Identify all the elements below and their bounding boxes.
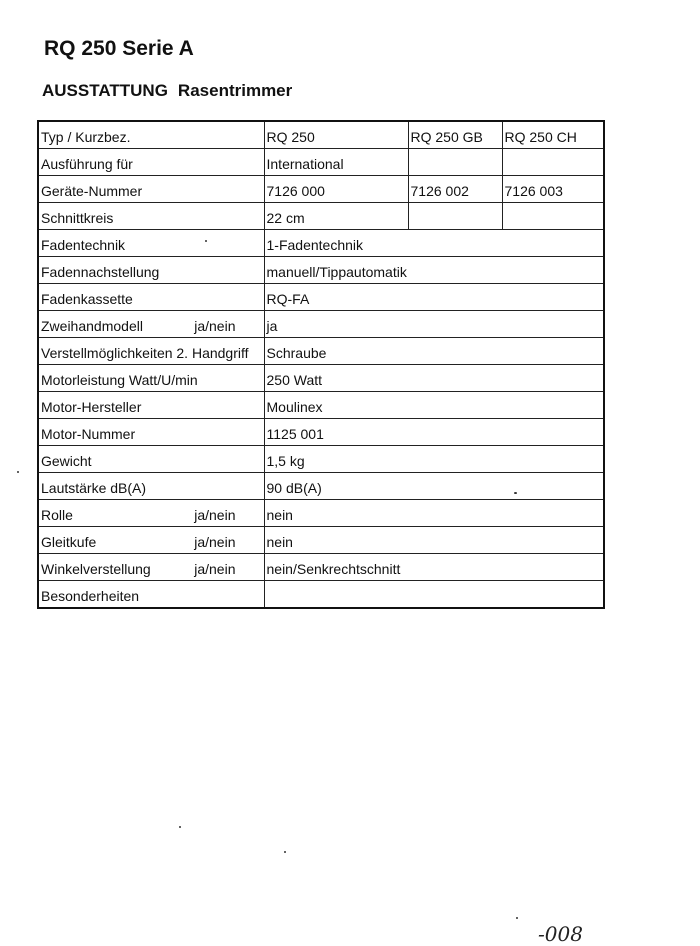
table-row bbox=[38, 500, 604, 527]
row-value-model-3: 7126 003 bbox=[502, 176, 604, 203]
row-label-cell bbox=[38, 365, 264, 392]
row-label-cell bbox=[38, 338, 264, 365]
table-row bbox=[38, 419, 604, 446]
row-label: Besonderheiten bbox=[41, 588, 140, 604]
row-label: Geräte-Nummer bbox=[38, 176, 264, 203]
table-row bbox=[38, 257, 604, 284]
subtitle-product: Rasentrimmer bbox=[177, 81, 293, 100]
table-row bbox=[38, 473, 604, 500]
row-label: Gleitkufe bbox=[41, 534, 97, 550]
table-row bbox=[38, 554, 604, 581]
table-row bbox=[38, 338, 604, 365]
row-label: Schnittkreis bbox=[38, 203, 264, 230]
header-model-1: RQ 250 bbox=[264, 121, 408, 149]
row-label: Fadentechnik bbox=[41, 237, 126, 253]
row-value-model-2 bbox=[408, 149, 502, 176]
row-value: nein/Senkrechtschnitt bbox=[264, 554, 604, 581]
table-row bbox=[38, 527, 604, 554]
table-row bbox=[38, 284, 604, 311]
header-model-3: RQ 250 CH bbox=[502, 121, 604, 149]
table-row bbox=[38, 581, 604, 609]
row-label-cell bbox=[38, 500, 264, 527]
row-label: Motorleistung Watt/U/min bbox=[41, 372, 198, 388]
spec-table bbox=[37, 120, 605, 609]
document-title: RQ 250 Serie A bbox=[44, 37, 194, 60]
scan-speck bbox=[17, 471, 19, 473]
row-label: Gewicht bbox=[41, 453, 92, 469]
scan-speck bbox=[516, 917, 518, 919]
row-label: Ausführung für bbox=[38, 149, 264, 176]
row-value: manuell/Tippautomatik bbox=[264, 257, 604, 284]
row-label: Motor-Nummer bbox=[41, 426, 136, 442]
row-value-model-1: 7126 000 bbox=[264, 176, 408, 203]
scan-speck bbox=[284, 851, 286, 853]
table-row bbox=[38, 149, 604, 176]
row-value: 1,5 kg bbox=[264, 446, 604, 473]
row-label-suffix: ja/nein bbox=[194, 534, 236, 550]
table-row bbox=[38, 230, 604, 257]
handwritten-page-note: -008 bbox=[538, 922, 583, 946]
row-value: Schraube bbox=[264, 338, 604, 365]
row-label-cell bbox=[38, 581, 264, 609]
row-value: 250 Watt bbox=[264, 365, 604, 392]
table-row bbox=[38, 365, 604, 392]
row-label-cell bbox=[38, 311, 264, 338]
row-value bbox=[264, 581, 604, 609]
row-label: Lautstärke dB(A) bbox=[41, 480, 147, 496]
row-value-model-1: 22 cm bbox=[264, 203, 408, 230]
row-label-suffix: ja/nein bbox=[194, 318, 236, 334]
row-value: 1125 001 bbox=[264, 419, 604, 446]
row-label: Verstellmöglichkeiten 2. Handgriff bbox=[41, 345, 249, 361]
row-label: Fadennachstellung bbox=[41, 264, 160, 280]
row-label-cell bbox=[38, 392, 264, 419]
header-model-2: RQ 250 GB bbox=[408, 121, 502, 149]
table-row bbox=[38, 311, 604, 338]
row-label-cell bbox=[38, 473, 264, 500]
row-value-model-3 bbox=[502, 203, 604, 230]
scan-speck bbox=[205, 240, 207, 242]
scan-speck bbox=[179, 826, 181, 828]
table-header-row bbox=[38, 121, 604, 149]
subtitle-equipment: AUSSTATTUNG bbox=[42, 81, 168, 100]
row-label-cell bbox=[38, 446, 264, 473]
row-label-suffix: ja/nein bbox=[194, 507, 236, 523]
row-value: 90 dB(A) bbox=[264, 473, 604, 500]
row-value: nein bbox=[264, 500, 604, 527]
row-label-cell bbox=[38, 554, 264, 581]
table-row bbox=[38, 446, 604, 473]
row-label: Rolle bbox=[41, 507, 73, 523]
row-value: Moulinex bbox=[264, 392, 604, 419]
row-value-model-3 bbox=[502, 149, 604, 176]
row-label-cell bbox=[38, 257, 264, 284]
row-value-model-1: International bbox=[264, 149, 408, 176]
row-label: Winkelverstellung bbox=[41, 561, 151, 577]
row-value: 1-Fadentechnik bbox=[264, 230, 604, 257]
document-subtitle bbox=[42, 81, 292, 101]
row-label: Motor-Hersteller bbox=[41, 399, 142, 415]
header-label: Typ / Kurzbez. bbox=[38, 121, 264, 149]
table-row bbox=[38, 176, 604, 203]
table-row bbox=[38, 392, 604, 419]
scan-speck bbox=[514, 492, 517, 494]
row-label: Zweihandmodell bbox=[41, 318, 143, 334]
row-value-model-2: 7126 002 bbox=[408, 176, 502, 203]
row-value: nein bbox=[264, 527, 604, 554]
row-value: ja bbox=[264, 311, 604, 338]
row-label-cell bbox=[38, 419, 264, 446]
row-label-cell bbox=[38, 284, 264, 311]
table-row bbox=[38, 203, 604, 230]
row-value-model-2 bbox=[408, 203, 502, 230]
row-label-suffix: ja/nein bbox=[194, 561, 236, 577]
row-label-cell bbox=[38, 230, 264, 257]
row-label: Fadenkassette bbox=[41, 291, 133, 307]
row-value: RQ-FA bbox=[264, 284, 604, 311]
row-label-cell bbox=[38, 527, 264, 554]
